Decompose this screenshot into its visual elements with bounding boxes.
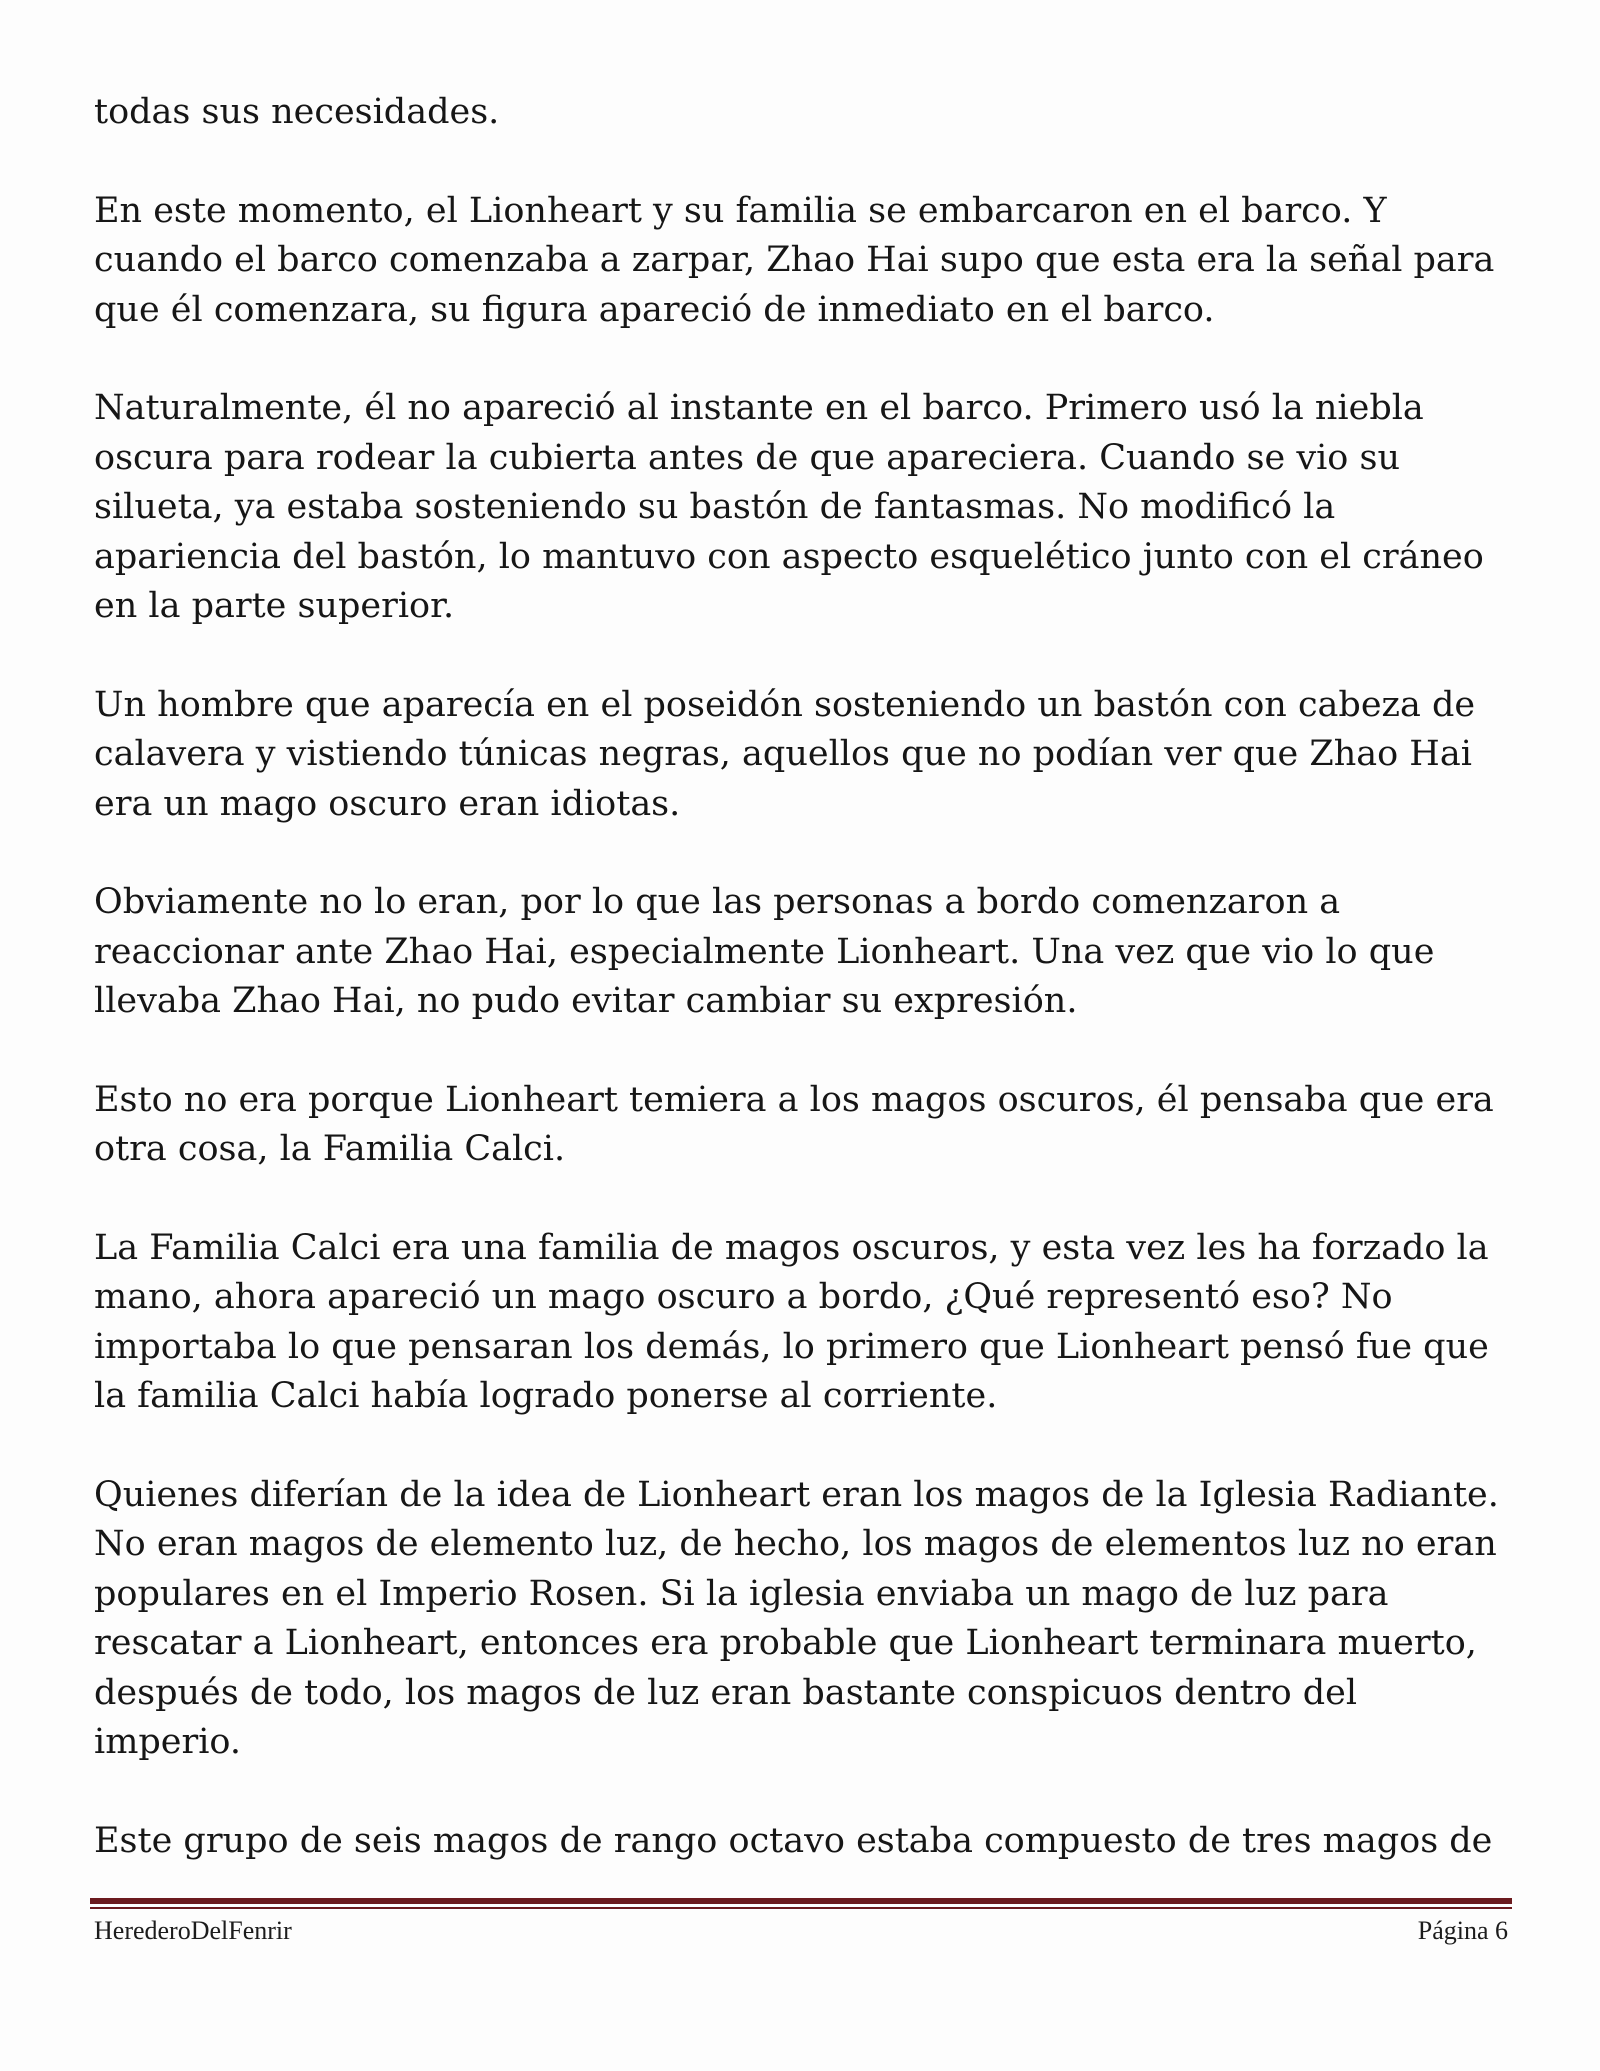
paragraph: todas sus necesidades. bbox=[94, 92, 500, 132]
body-text bbox=[94, 88, 1514, 1915]
paragraph: En este momento, el Lionheart y su familia se embarcaron en el barco. Y cuando el barco comenzaba a zarpar, Zhao Hai supo que esta era la señal para que él comenzara, su figura apareció de inmediato en el barco. bbox=[94, 190, 1495, 330]
paragraph: La Familia Calci era una familia de magos oscuros, y esta vez les ha forzado la mano, ahora apareció un mago oscuro a bordo, ¿Qué representó eso? No importaba lo que pensaran los demás, lo primero que Lionheart pensó fue que la familia Calci había logrado ponerse al corriente. bbox=[94, 1227, 1489, 1416]
page-number: Página 6 bbox=[1417, 1916, 1508, 1945]
paragraph: Esto no era porque Lionheart temiera a los magos oscuros, él pensaba que era otra cosa, la Familia Calci. bbox=[94, 1079, 1494, 1169]
footer-divider-thick bbox=[90, 1898, 1512, 1904]
paragraph: Naturalmente, él no apareció al instante en el barco. Primero usó la niebla oscura para rodear la cubierta antes de que apareciera. Cuando se vio su silueta, ya estaba sosteniendo su bastón de fantasmas. No modificó la apariencia del bastón, lo mantuvo con aspecto esquelético junto con el cráneo en la parte superior. bbox=[94, 388, 1484, 626]
footer-divider-thin bbox=[90, 1907, 1512, 1909]
paragraph: Quienes diferían de la idea de Lionheart eran los magos de la Iglesia Radiante. No eran magos de elemento luz, de hecho, los magos de elementos luz no eran populares en el Imperio Rosen. Si la iglesia enviaba un mago de luz para rescatar a Lionheart, entonces era probable que Lionheart terminara muerto, después de todo, los magos de luz eran bastante conspicuos dentro del imperio. bbox=[94, 1474, 1499, 1762]
page-footer bbox=[94, 1914, 1508, 1948]
footer-author: HerederoDelFenrir bbox=[94, 1916, 292, 1945]
paragraph: Este grupo de seis magos de rango octavo estaba compuesto de tres magos de bbox=[94, 1820, 1493, 1861]
paragraph: Un hombre que aparecía en el poseidón sosteniendo un bastón con cabeza de calavera y vistiendo túnicas negras, aquellos que no podían ver que Zhao Hai era un mago oscuro eran idiotas. bbox=[94, 684, 1476, 824]
paragraph: Obviamente no lo eran, por lo que las personas a bordo comenzaron a reaccionar ante Zhao Hai, especialmente Lionheart. Una vez que vio lo que llevaba Zhao Hai, no pudo evitar cambiar su expresión. bbox=[94, 882, 1435, 1021]
